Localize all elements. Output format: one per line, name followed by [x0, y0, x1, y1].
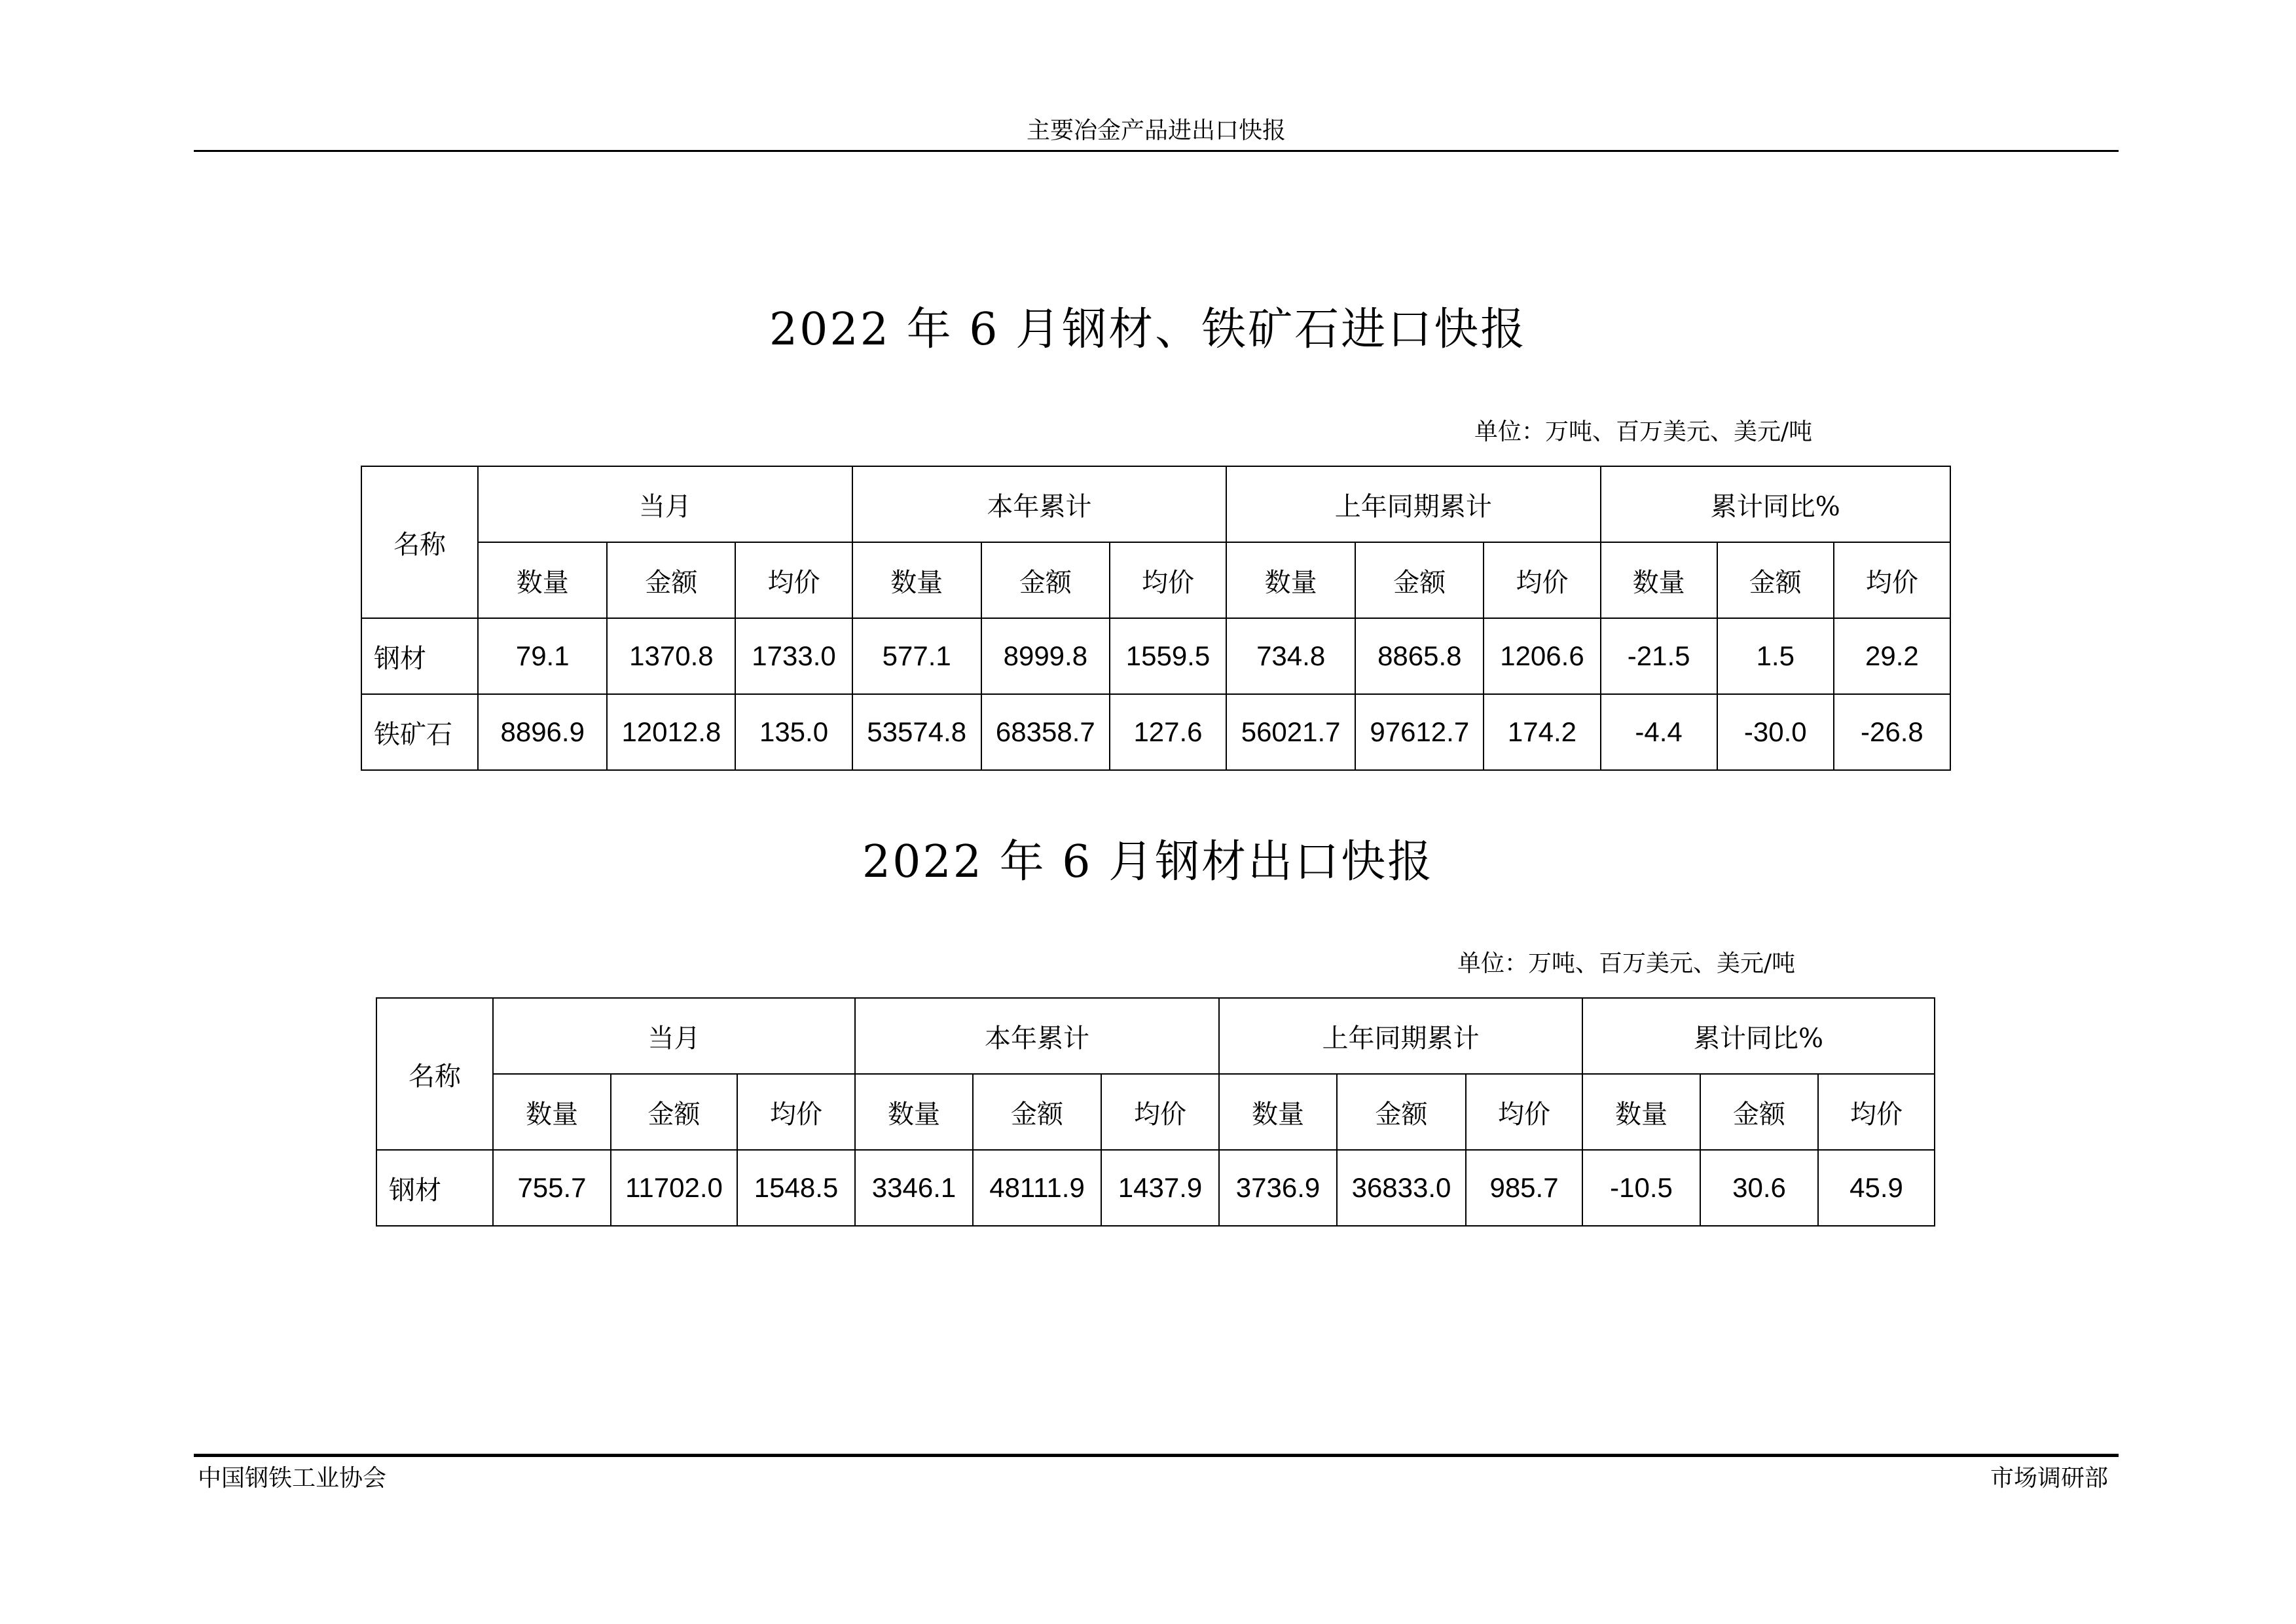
header-rule [194, 150, 2119, 152]
import-cell: 1370.8 [607, 618, 735, 694]
import-cell: -4.4 [1601, 694, 1717, 770]
import-row-steel [361, 618, 1950, 694]
import-sub-header: 均价 [1110, 542, 1226, 618]
page-header-title: 主要冶金产品进出口快报 [1026, 117, 1286, 144]
export-sub-header: 金额 [1700, 1074, 1818, 1150]
import-sub-header: 数量 [1226, 542, 1355, 618]
import-unit-line: 单位：万吨、百万美元、美元/吨 [1474, 418, 1813, 445]
import-cell: 68358.7 [981, 694, 1110, 770]
import-row-name: 铁矿石 [361, 694, 478, 770]
export-cell: 11702.0 [611, 1150, 737, 1226]
export-sub-header: 金额 [611, 1074, 737, 1150]
import-group-current-month: 当月 [478, 466, 852, 542]
export-sub-header: 数量 [1219, 1074, 1337, 1150]
import-cell: 56021.7 [1226, 694, 1355, 770]
export-cell: 48111.9 [973, 1150, 1101, 1226]
import-cell: -30.0 [1717, 694, 1834, 770]
import-sub-header: 均价 [735, 542, 852, 618]
import-sub-header-row [361, 542, 1950, 618]
export-sub-header: 均价 [1101, 1074, 1219, 1150]
import-cell: 1733.0 [735, 618, 852, 694]
import-cell: 135.0 [735, 694, 852, 770]
import-cell: 79.1 [478, 618, 607, 694]
import-row-name: 钢材 [361, 618, 478, 694]
export-unit-line: 单位：万吨、百万美元、美元/吨 [1457, 950, 1796, 977]
export-cell: 45.9 [1818, 1150, 1935, 1226]
export-table [376, 997, 1935, 1227]
import-cell: -21.5 [1601, 618, 1717, 694]
import-cell: 1.5 [1717, 618, 1834, 694]
export-sub-header: 数量 [855, 1074, 973, 1150]
export-group-ytd: 本年累计 [855, 998, 1219, 1074]
export-group-prior-ytd: 上年同期累计 [1219, 998, 1582, 1074]
export-cell: 30.6 [1700, 1150, 1818, 1226]
export-cell: 1548.5 [737, 1150, 855, 1226]
import-sub-header: 均价 [1484, 542, 1600, 618]
export-row-steel [376, 1150, 1935, 1226]
export-cell: 985.7 [1466, 1150, 1582, 1226]
import-cell: 8999.8 [981, 618, 1110, 694]
export-sub-header: 金额 [1337, 1074, 1466, 1150]
export-group-yoy: 累计同比% [1582, 998, 1935, 1074]
export-cell: 3346.1 [855, 1150, 973, 1226]
import-cell: 8865.8 [1355, 618, 1484, 694]
footer-rule [194, 1454, 2119, 1457]
export-report-title: 2022 年 6 月钢材出口快报 [862, 836, 1434, 888]
export-group-header-row [376, 998, 1935, 1074]
export-sub-header: 均价 [737, 1074, 855, 1150]
import-group-header-row [361, 466, 1950, 542]
export-group-current-month: 当月 [493, 998, 855, 1074]
import-cell: 1559.5 [1110, 618, 1226, 694]
export-sub-header: 金额 [973, 1074, 1101, 1150]
import-cell: 577.1 [852, 618, 981, 694]
import-cell: 29.2 [1834, 618, 1950, 694]
import-cell: 127.6 [1110, 694, 1226, 770]
import-cell: 53574.8 [852, 694, 981, 770]
export-sub-header: 均价 [1466, 1074, 1582, 1150]
import-sub-header: 金额 [1717, 542, 1834, 618]
export-cell: -10.5 [1582, 1150, 1700, 1226]
footer-organization: 中国钢铁工业协会 [198, 1465, 387, 1492]
import-group-prior-ytd: 上年同期累计 [1226, 466, 1600, 542]
import-table [361, 466, 1951, 771]
import-cell: 97612.7 [1355, 694, 1484, 770]
import-group-yoy: 累计同比% [1601, 466, 1950, 542]
export-row-name: 钢材 [376, 1150, 493, 1226]
import-sub-header: 数量 [478, 542, 607, 618]
import-cell: -26.8 [1834, 694, 1950, 770]
export-sub-header: 数量 [1582, 1074, 1700, 1150]
export-cell: 36833.0 [1337, 1150, 1466, 1226]
import-cell: 174.2 [1484, 694, 1600, 770]
import-cell: 12012.8 [607, 694, 735, 770]
import-cell: 734.8 [1226, 618, 1355, 694]
import-sub-header: 数量 [1601, 542, 1717, 618]
import-row-iron-ore [361, 694, 1950, 770]
export-sub-header: 数量 [493, 1074, 611, 1150]
import-report-title: 2022 年 6 月钢材、铁矿石进口快报 [769, 304, 1527, 356]
import-sub-header: 均价 [1834, 542, 1950, 618]
import-group-ytd: 本年累计 [852, 466, 1226, 542]
footer-department: 市场调研部 [1990, 1465, 2108, 1492]
export-sub-header: 均价 [1818, 1074, 1935, 1150]
export-sub-header-row [376, 1074, 1935, 1150]
export-cell: 1437.9 [1101, 1150, 1219, 1226]
export-name-header: 名称 [376, 998, 493, 1150]
export-cell: 3736.9 [1219, 1150, 1337, 1226]
import-sub-header: 金额 [981, 542, 1110, 618]
export-cell: 755.7 [493, 1150, 611, 1226]
import-sub-header: 金额 [1355, 542, 1484, 618]
import-cell: 8896.9 [478, 694, 607, 770]
import-sub-header: 数量 [852, 542, 981, 618]
import-name-header: 名称 [361, 466, 478, 618]
import-cell: 1206.6 [1484, 618, 1600, 694]
import-sub-header: 金额 [607, 542, 735, 618]
